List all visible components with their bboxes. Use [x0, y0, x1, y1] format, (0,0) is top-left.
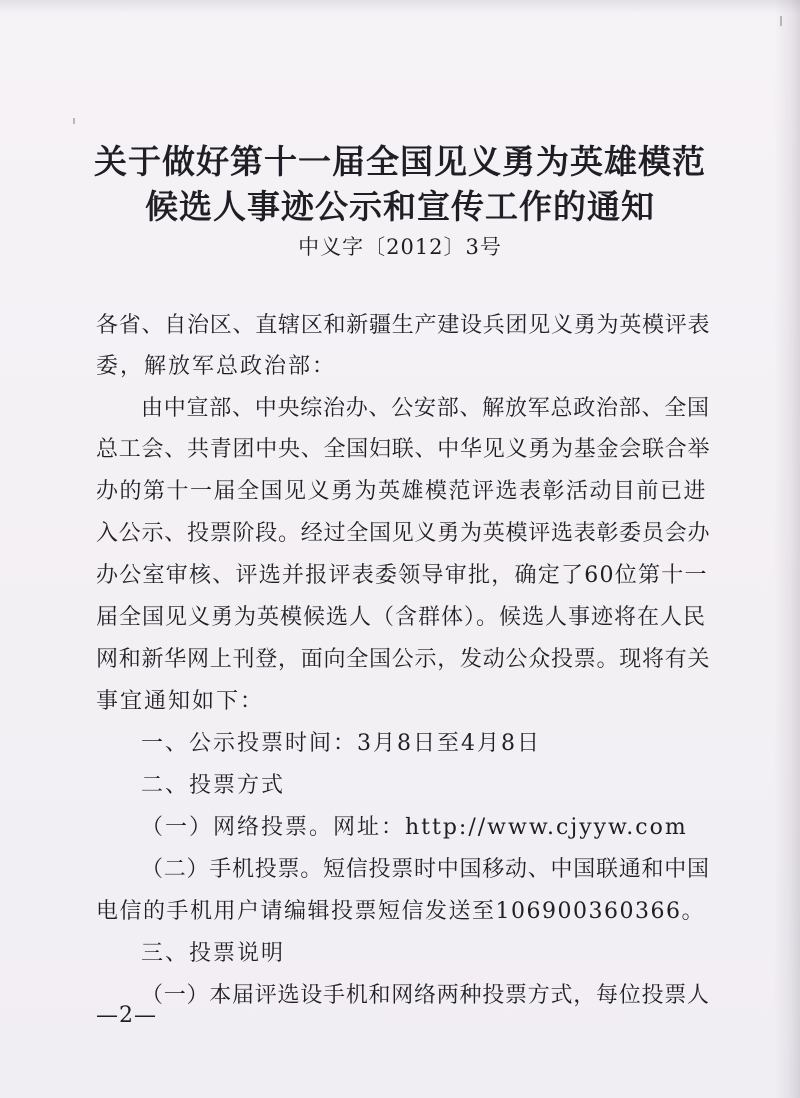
body-line: （一）网络投票。网址：http://www.cjyyw.com — [141, 815, 688, 840]
document-title-line-2: 候选人事迹公示和宣传工作的通知 — [145, 187, 655, 226]
body-line: 由中宣部、中央综治办、公安部、解放军总政治部、全国 — [141, 396, 710, 421]
body-line: 委，解放军总政治部： — [96, 354, 337, 379]
document-number: 中义字〔2012〕3号 — [298, 235, 502, 259]
body-line: 入公示、投票阶段。经过全国见义勇为英模评选表彰委员会办 — [96, 521, 711, 546]
body-line: 电信的手机用户请编辑投票短信发送至106900360366。 — [96, 899, 705, 924]
body-line: 网和新华网上刊登，面向全国公示，发动公众投票。现将有关 — [96, 647, 711, 672]
section-heading-3: 三、投票说明 — [141, 941, 286, 966]
body-line: （二）手机投票。短信投票时中国移动、中国联通和中国 — [141, 857, 710, 882]
scan-speck — [73, 118, 75, 124]
scan-shadow-top — [0, 0, 800, 14]
section-heading-1: 一、公示投票时间：3月8日至4月8日 — [141, 731, 541, 756]
body-line: 事宜通知如下： — [96, 689, 265, 714]
body-line: 办的第十一届全国见义勇为英雄模范评选表彰活动目前已进 — [96, 479, 708, 504]
body-line: 各省、自治区、直辖区和新疆生产建设兵团见义勇为英模评表 — [96, 313, 711, 338]
body-line: 总工会、共青团中央、全国妇联、中华见义勇为基金会联合举 — [96, 437, 711, 462]
body-line: （一）本届评选设手机和网络两种投票方式，每位投票人 — [141, 983, 710, 1008]
body-line: 办公室审核、评选并报评表委领导审批，确定了60位第十一 — [96, 563, 708, 588]
page-number: —2— — [96, 1003, 157, 1028]
document-title-line-1: 关于做好第十一届全国见义勇为英雄模范 — [94, 142, 706, 181]
body-line: 届全国见义勇为英模候选人（含群体）。候选人事迹将在人民 — [96, 605, 707, 630]
scan-speck — [780, 16, 782, 26]
section-heading-2: 二、投票方式 — [141, 773, 286, 798]
